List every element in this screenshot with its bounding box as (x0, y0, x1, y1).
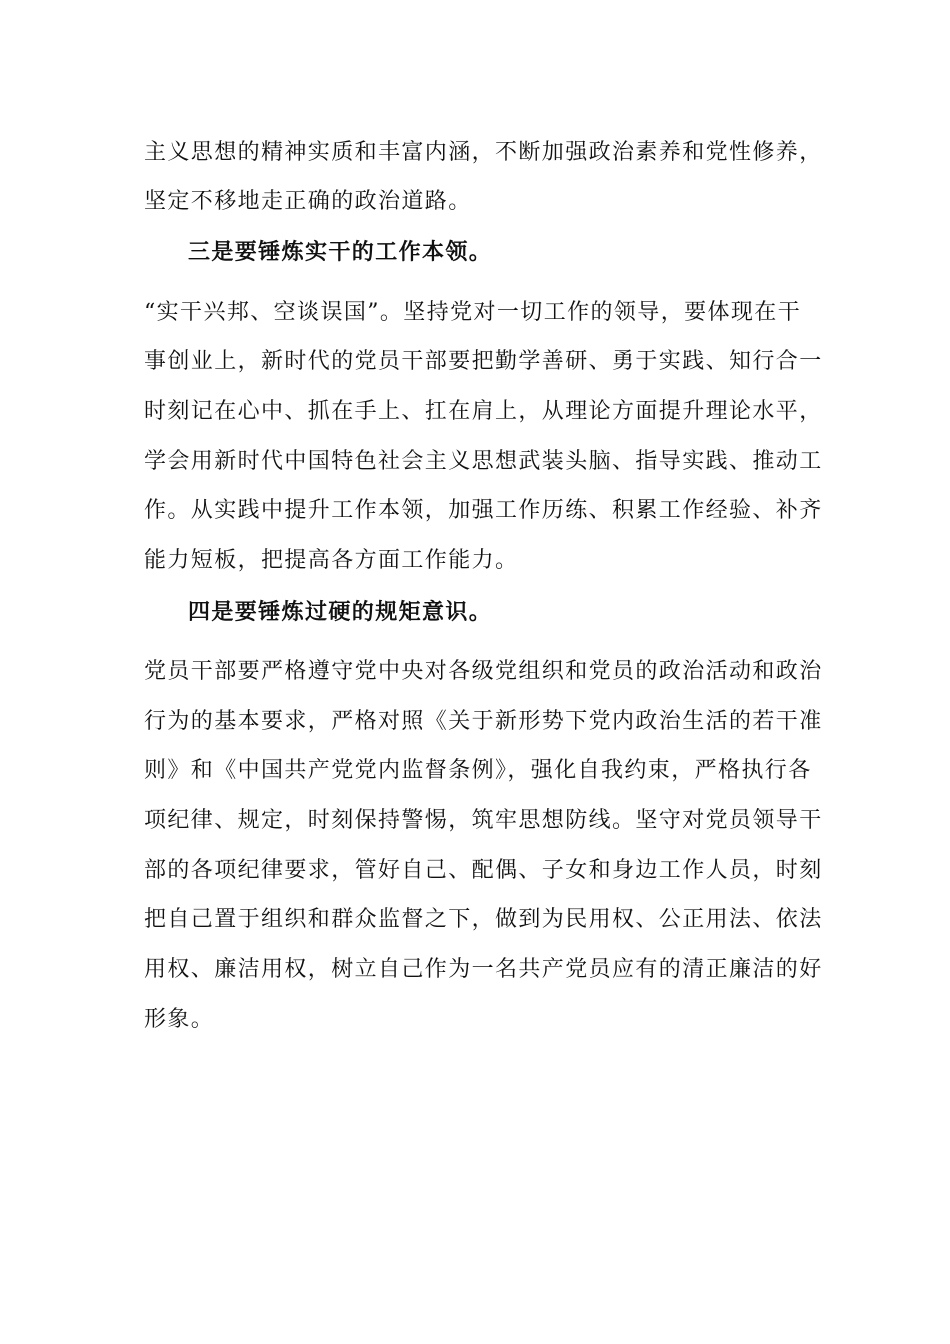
paragraph-line: 部的各项纪律要求，管好自己、配偶、子女和身边工作人员，时刻 (144, 858, 823, 883)
paragraph-line: 把自己置于组织和群众监督之下，做到为民用权、公正用法、依法 (144, 907, 823, 932)
paragraph-line: 行为的基本要求，严格对照《关于新形势下党内政治生活的若干准 (144, 709, 823, 734)
paragraph-line: 则》和《中国共产党党内监督条例》，强化自我约束，严格执行各 (144, 758, 812, 783)
paragraph-line: 时刻记在心中、抓在手上、扛在肩上，从理论方面提升理论水平， (144, 399, 823, 424)
paragraph-line: 用权、廉洁用权，树立自己作为一名共产党员应有的清正廉洁的好 (144, 957, 823, 982)
paragraph-line: 能力短板，把提高各方面工作能力。 (144, 548, 519, 573)
paragraph-line: 项纪律、规定，时刻保持警惕，筑牢思想防线。坚守对党员领导干 (144, 808, 823, 833)
section-heading-4: 四是要锤炼过硬的规矩意识。 (188, 599, 493, 625)
section-heading-3: 三是要锤炼实干的工作本领。 (188, 239, 493, 265)
paragraph-line: “实干兴邦、空谈误国”。坚持党对一切工作的领导，要体现在干 (144, 300, 802, 325)
paragraph-line: 形象。 (144, 1007, 215, 1032)
paragraph-line: 主义思想的精神实质和丰富内涵，不断加强政治素养和党性修养， (144, 140, 823, 165)
paragraph-line: 作。从实践中提升工作本领，加强工作历练、积累工作经验、补齐 (144, 498, 823, 523)
paragraph-line: 坚定不移地走正确的政治道路。 (144, 189, 472, 214)
paragraph-line: 事创业上，新时代的党员干部要把勤学善研、勇于实践、知行合一 (144, 349, 823, 374)
paragraph-line: 党员干部要严格遵守党中央对各级党组织和党员的政治活动和政治 (144, 659, 823, 684)
paragraph-line: 学会用新时代中国特色社会主义思想武装头脑、指导实践、推动工 (144, 449, 823, 474)
